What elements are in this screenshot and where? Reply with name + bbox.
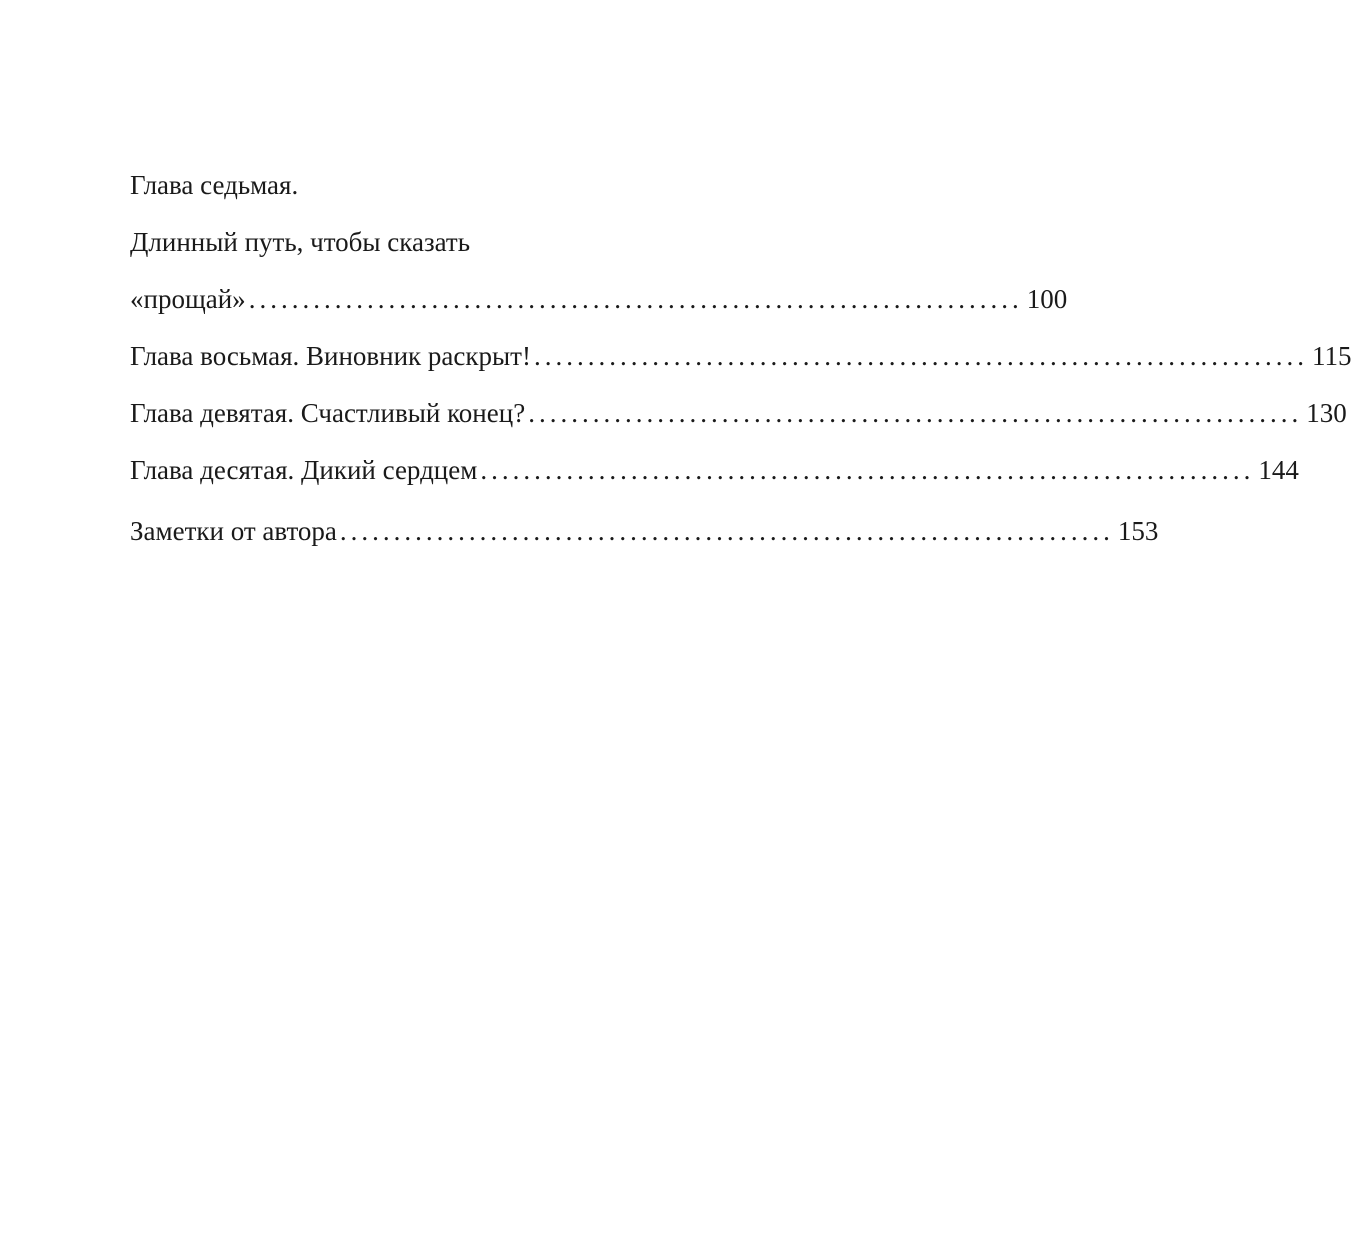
toc-entry-chapter-10[interactable] <box>130 453 1299 487</box>
dot-leader: ........................................................................ <box>339 516 1114 546</box>
toc-entry-chapter-8[interactable] <box>130 339 1351 373</box>
toc-entry-title: Глава десятая. Дикий сердцем <box>130 455 478 485</box>
toc-entry-chapter-7-title-line-1 <box>130 225 660 259</box>
dot-leader: ........................................................................ <box>480 455 1255 485</box>
toc-entry-chapter-7-title-line-2[interactable] <box>130 282 1068 316</box>
dot-leader: ........................................................................ <box>248 284 1023 314</box>
toc-page-number: 100 <box>1026 284 1068 314</box>
toc-entry-author-notes[interactable] <box>130 514 1159 548</box>
toc-entry-title: Заметки от автора <box>130 516 337 546</box>
toc-entry-title: Длинный путь, чтобы сказать <box>130 227 471 257</box>
toc-page-number: 153 <box>1117 516 1159 546</box>
toc-page-number: 144 <box>1258 455 1299 485</box>
toc-entry-title: Глава седьмая. <box>130 170 299 200</box>
toc-page-number: 130 <box>1306 398 1347 428</box>
toc-page-number: 115 <box>1311 341 1351 371</box>
toc-entry-chapter-7-heading <box>130 168 660 202</box>
toc-entry-chapter-9[interactable] <box>130 396 1347 430</box>
dot-leader: ........................................................................ <box>528 398 1303 428</box>
toc-entry-title: Глава девятая. Счастливый конец? <box>130 398 526 428</box>
toc-entry-title: «прощай» <box>130 284 246 314</box>
toc-entry-title: Глава восьмая. Виновник раскрыт! <box>130 341 531 371</box>
dot-leader: ........................................................................ <box>533 341 1308 371</box>
